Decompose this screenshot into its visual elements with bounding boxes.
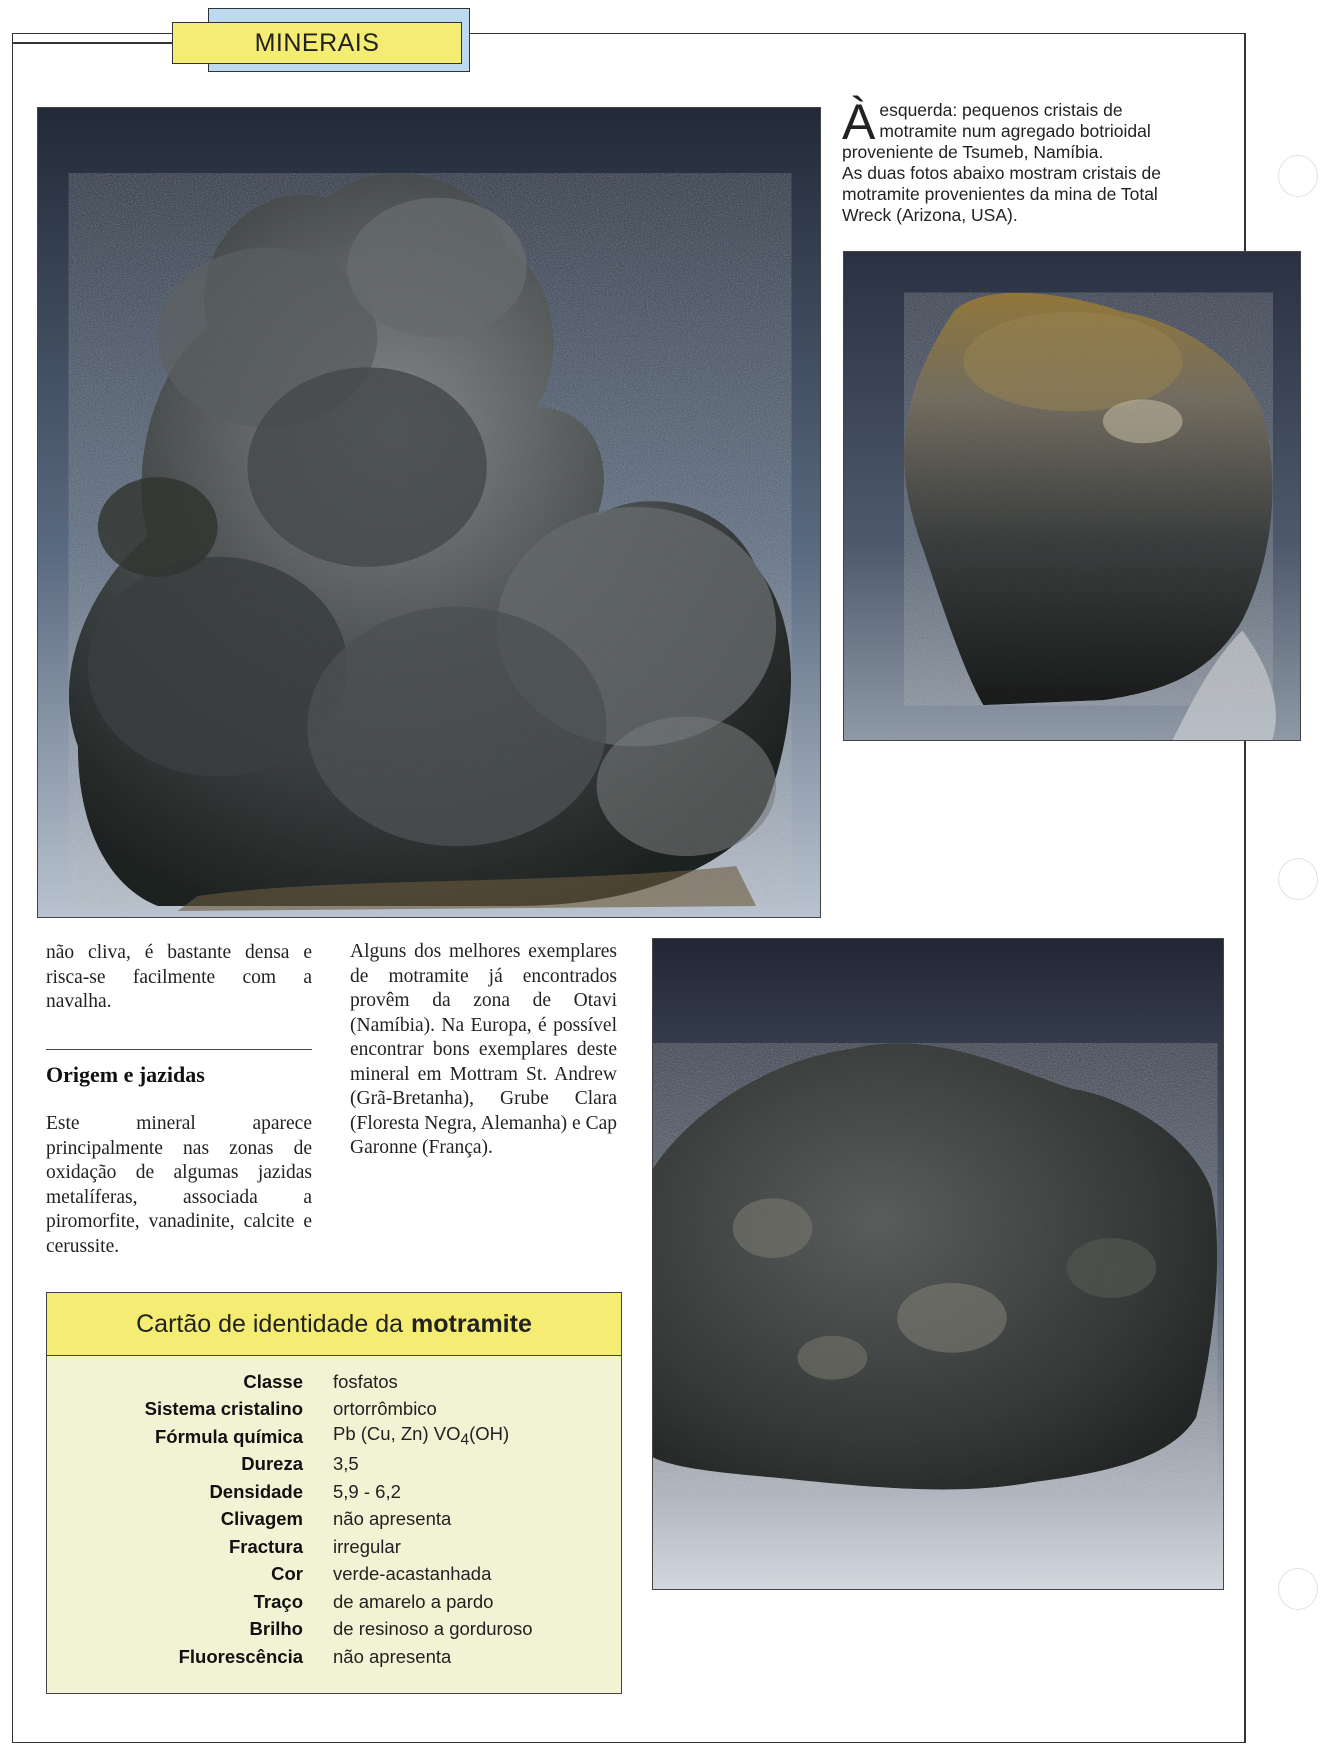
tab-connector-line — [12, 42, 172, 44]
photo-total-wreck-crystal — [843, 251, 1301, 741]
card-key: Cor — [271, 1563, 303, 1585]
heading-rule — [46, 1049, 312, 1050]
card-value: de amarelo a pardo — [333, 1590, 494, 1612]
card-row-densidade — [47, 1478, 621, 1506]
formula-part: (OH) — [469, 1423, 510, 1445]
formula-subscript: 4 — [460, 1432, 470, 1450]
mineral-photo-bottom — [653, 939, 1223, 1589]
card-key: Dureza — [241, 1453, 303, 1475]
identity-card — [46, 1292, 622, 1694]
card-value: não apresenta — [333, 1645, 452, 1667]
card-key: Traço — [253, 1590, 303, 1612]
mineral-photo-right — [844, 252, 1300, 740]
card-value: ortorrômbico — [333, 1398, 437, 1420]
card-key: Classe — [243, 1370, 303, 1392]
card-value: 5,9 - 6,2 — [333, 1480, 401, 1502]
card-row-cor — [47, 1561, 621, 1589]
column1-intro: não cliva, é bastante densa e risca-se facilmente com a navalha. — [46, 942, 312, 1012]
card-row-dureza — [47, 1451, 621, 1479]
identity-card-title-prefix: Cartão de identidade da — [136, 1309, 403, 1338]
binder-hole — [1278, 1568, 1318, 1610]
photo-mottramite-crust — [652, 938, 1224, 1590]
card-key: Sistema cristalino — [144, 1398, 303, 1420]
card-value-formula — [333, 1423, 509, 1450]
card-key: Brilho — [249, 1618, 303, 1640]
section-tab: MINERAIS — [172, 22, 462, 64]
binder-hole — [1278, 155, 1318, 197]
column2-body: Alguns dos melhores exemplares de motramite já encontrados provêm da zona de Otavi (Namíbia). Na Europa, é possível encontrar bons exemplares deste mineral em Mottram St. Andrew (Grã-Bretanha), Grube Clara (Floresta Negra, Alemanha) e Cap Garonne (França). — [350, 941, 617, 1158]
photo-caption — [842, 94, 1202, 226]
card-row-brilho — [47, 1616, 621, 1644]
identity-card-rows — [47, 1356, 621, 1671]
card-value: não apresenta — [333, 1508, 452, 1530]
card-key: Fractura — [228, 1535, 303, 1557]
card-value: de resinoso a gorduroso — [333, 1618, 533, 1640]
card-row-classe — [47, 1368, 621, 1396]
identity-card-title-mineral: motramite — [411, 1309, 532, 1338]
formula-part: Pb (Cu, Zn) VO — [333, 1423, 461, 1445]
card-key: Densidade — [209, 1480, 303, 1502]
binder-hole — [1278, 858, 1318, 900]
card-value: 3,5 — [333, 1453, 359, 1475]
card-key: Clivagem — [220, 1508, 303, 1530]
caption-text-1: esquerda: pequenos cristais de motramite num agregado botrioidal proveniente de Tsumeb, Namíbia. — [842, 100, 1151, 162]
card-value: irregular — [333, 1535, 401, 1557]
card-row-fractura — [47, 1533, 621, 1561]
card-key: Fórmula química — [154, 1425, 303, 1447]
caption-dropcap: À — [842, 94, 876, 150]
photo-botryoidal-mottramite — [37, 107, 821, 918]
card-row-traco — [47, 1588, 621, 1616]
card-row-fluorescencia — [47, 1643, 621, 1671]
mineral-photo-main — [38, 108, 820, 917]
section-heading-origem: Origem e jazidas — [46, 1062, 205, 1087]
card-row-sistema — [47, 1396, 621, 1424]
identity-card-title — [47, 1293, 621, 1356]
card-value: fosfatos — [333, 1370, 398, 1392]
card-row-formula — [47, 1423, 621, 1451]
caption-text-2: As duas fotos abaixo mostram cristais de motramite provenientes da mina de Total Wreck (Arizona, USA). — [842, 163, 1162, 225]
card-value: verde-acastanhada — [333, 1563, 492, 1585]
column1-body: Este mineral aparece principalmente nas zonas de oxidação de algumas jazidas metalíferas, associada a piromorfite, vanadinite, calcite e cerussite. — [46, 1113, 312, 1257]
card-row-clivagem — [47, 1506, 621, 1534]
card-key: Fluorescência — [178, 1645, 303, 1667]
